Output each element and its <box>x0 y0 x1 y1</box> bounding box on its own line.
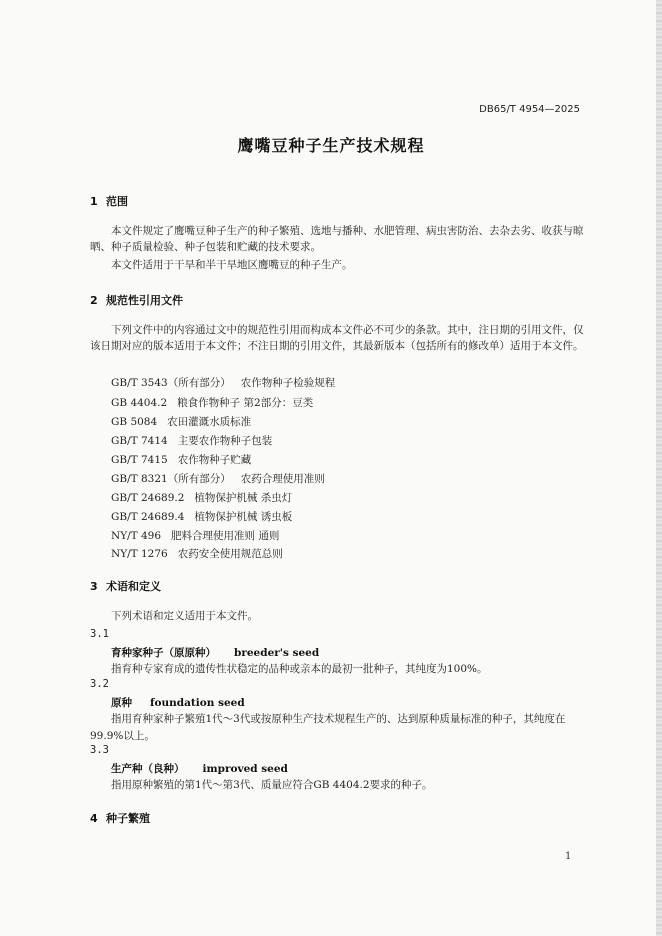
term-number: 3.3 <box>90 744 109 756</box>
document-title: 鹰嘴豆种子生产技术规程 <box>237 136 425 155</box>
section-title: 术语和定义 <box>106 580 161 593</box>
section-heading-normative <box>90 292 183 308</box>
reference-item: GB/T 7414 主要农作物种子包装 <box>111 435 273 447</box>
term-definition: 指育种专家育成的遗传性状稳定的品种或亲本的最初一批种子，其纯度为100%。 <box>111 663 488 675</box>
reference-item: GB 5084 农田灌溉水质标准 <box>111 416 252 428</box>
page-number: 1 <box>565 851 572 862</box>
scope-paragraph-2: 本文件适用于干旱和半干旱地区鹰嘴豆的种子生产。 <box>111 259 353 271</box>
term-name: 原种 foundation seed <box>111 697 245 709</box>
section-number: 3 <box>90 580 98 593</box>
document-code: DB65/T 4954—2025 <box>479 104 580 115</box>
reference-item: GB/T 24689.4 植物保护机械 诱虫板 <box>111 511 293 523</box>
section-title: 种子繁殖 <box>106 812 150 825</box>
reference-item: NY/T 496 肥料合理使用准则 通则 <box>111 530 280 542</box>
normative-intro: 下列文件中的内容通过文中的规范性引用而构成本文件必不可少的条款。其中，注日期的引用文件，仅该日期对应的版本适用于本文件；不注日期的引用文件，其最新版本（包括所有的修改单）适用于本文件。 <box>90 324 584 352</box>
term-name: 育种家种子（原原种） breeder's seed <box>111 647 320 659</box>
section-title: 范围 <box>106 195 128 208</box>
term-definition: 指用育种家种子繁殖1代～3代或按原种生产技术规程生产的、达到原种质量标准的种子，其纯度在99.9%以上。 <box>90 713 566 742</box>
reference-item: GB/T 3543（所有部分） 农作物种子检验规程 <box>111 377 336 389</box>
section-title: 规范性引用文件 <box>106 294 183 307</box>
term-definition: 指用原种繁殖的第1代～第3代、质量应符合GB 4404.2要求的种子。 <box>111 779 433 791</box>
reference-item: NY/T 1276 农药安全使用规范总则 <box>111 548 283 560</box>
section-heading-terms <box>90 578 161 594</box>
section-heading-scope <box>90 193 128 209</box>
scope-paragraph-1: 本文件规定了鹰嘴豆种子生产的种子繁殖、选地与播种、水肥管理、病虫害防治、去杂去劣、收获与晾晒、种子质量检验、种子包装和贮藏的技术要求。 <box>90 225 584 253</box>
term-number: 3.1 <box>90 628 109 640</box>
terms-intro: 下列术语和定义适用于本文件。 <box>111 610 258 622</box>
reference-item: GB 4404.2 粮食作物种子 第2部分：豆类 <box>111 397 314 409</box>
section-number: 4 <box>90 812 98 825</box>
section-heading-propagation <box>90 810 150 826</box>
section-number: 2 <box>90 294 98 307</box>
term-number: 3.2 <box>90 678 109 690</box>
reference-item: GB/T 7415 农作物种子贮藏 <box>111 454 252 466</box>
section-number: 1 <box>90 195 98 208</box>
term-name: 生产种（良种） improved seed <box>111 763 288 775</box>
scan-edge-shadow <box>656 0 662 936</box>
reference-item: GB/T 24689.2 植物保护机械 杀虫灯 <box>111 492 293 504</box>
reference-item: GB/T 8321（所有部分） 农药合理使用准则 <box>111 473 325 485</box>
